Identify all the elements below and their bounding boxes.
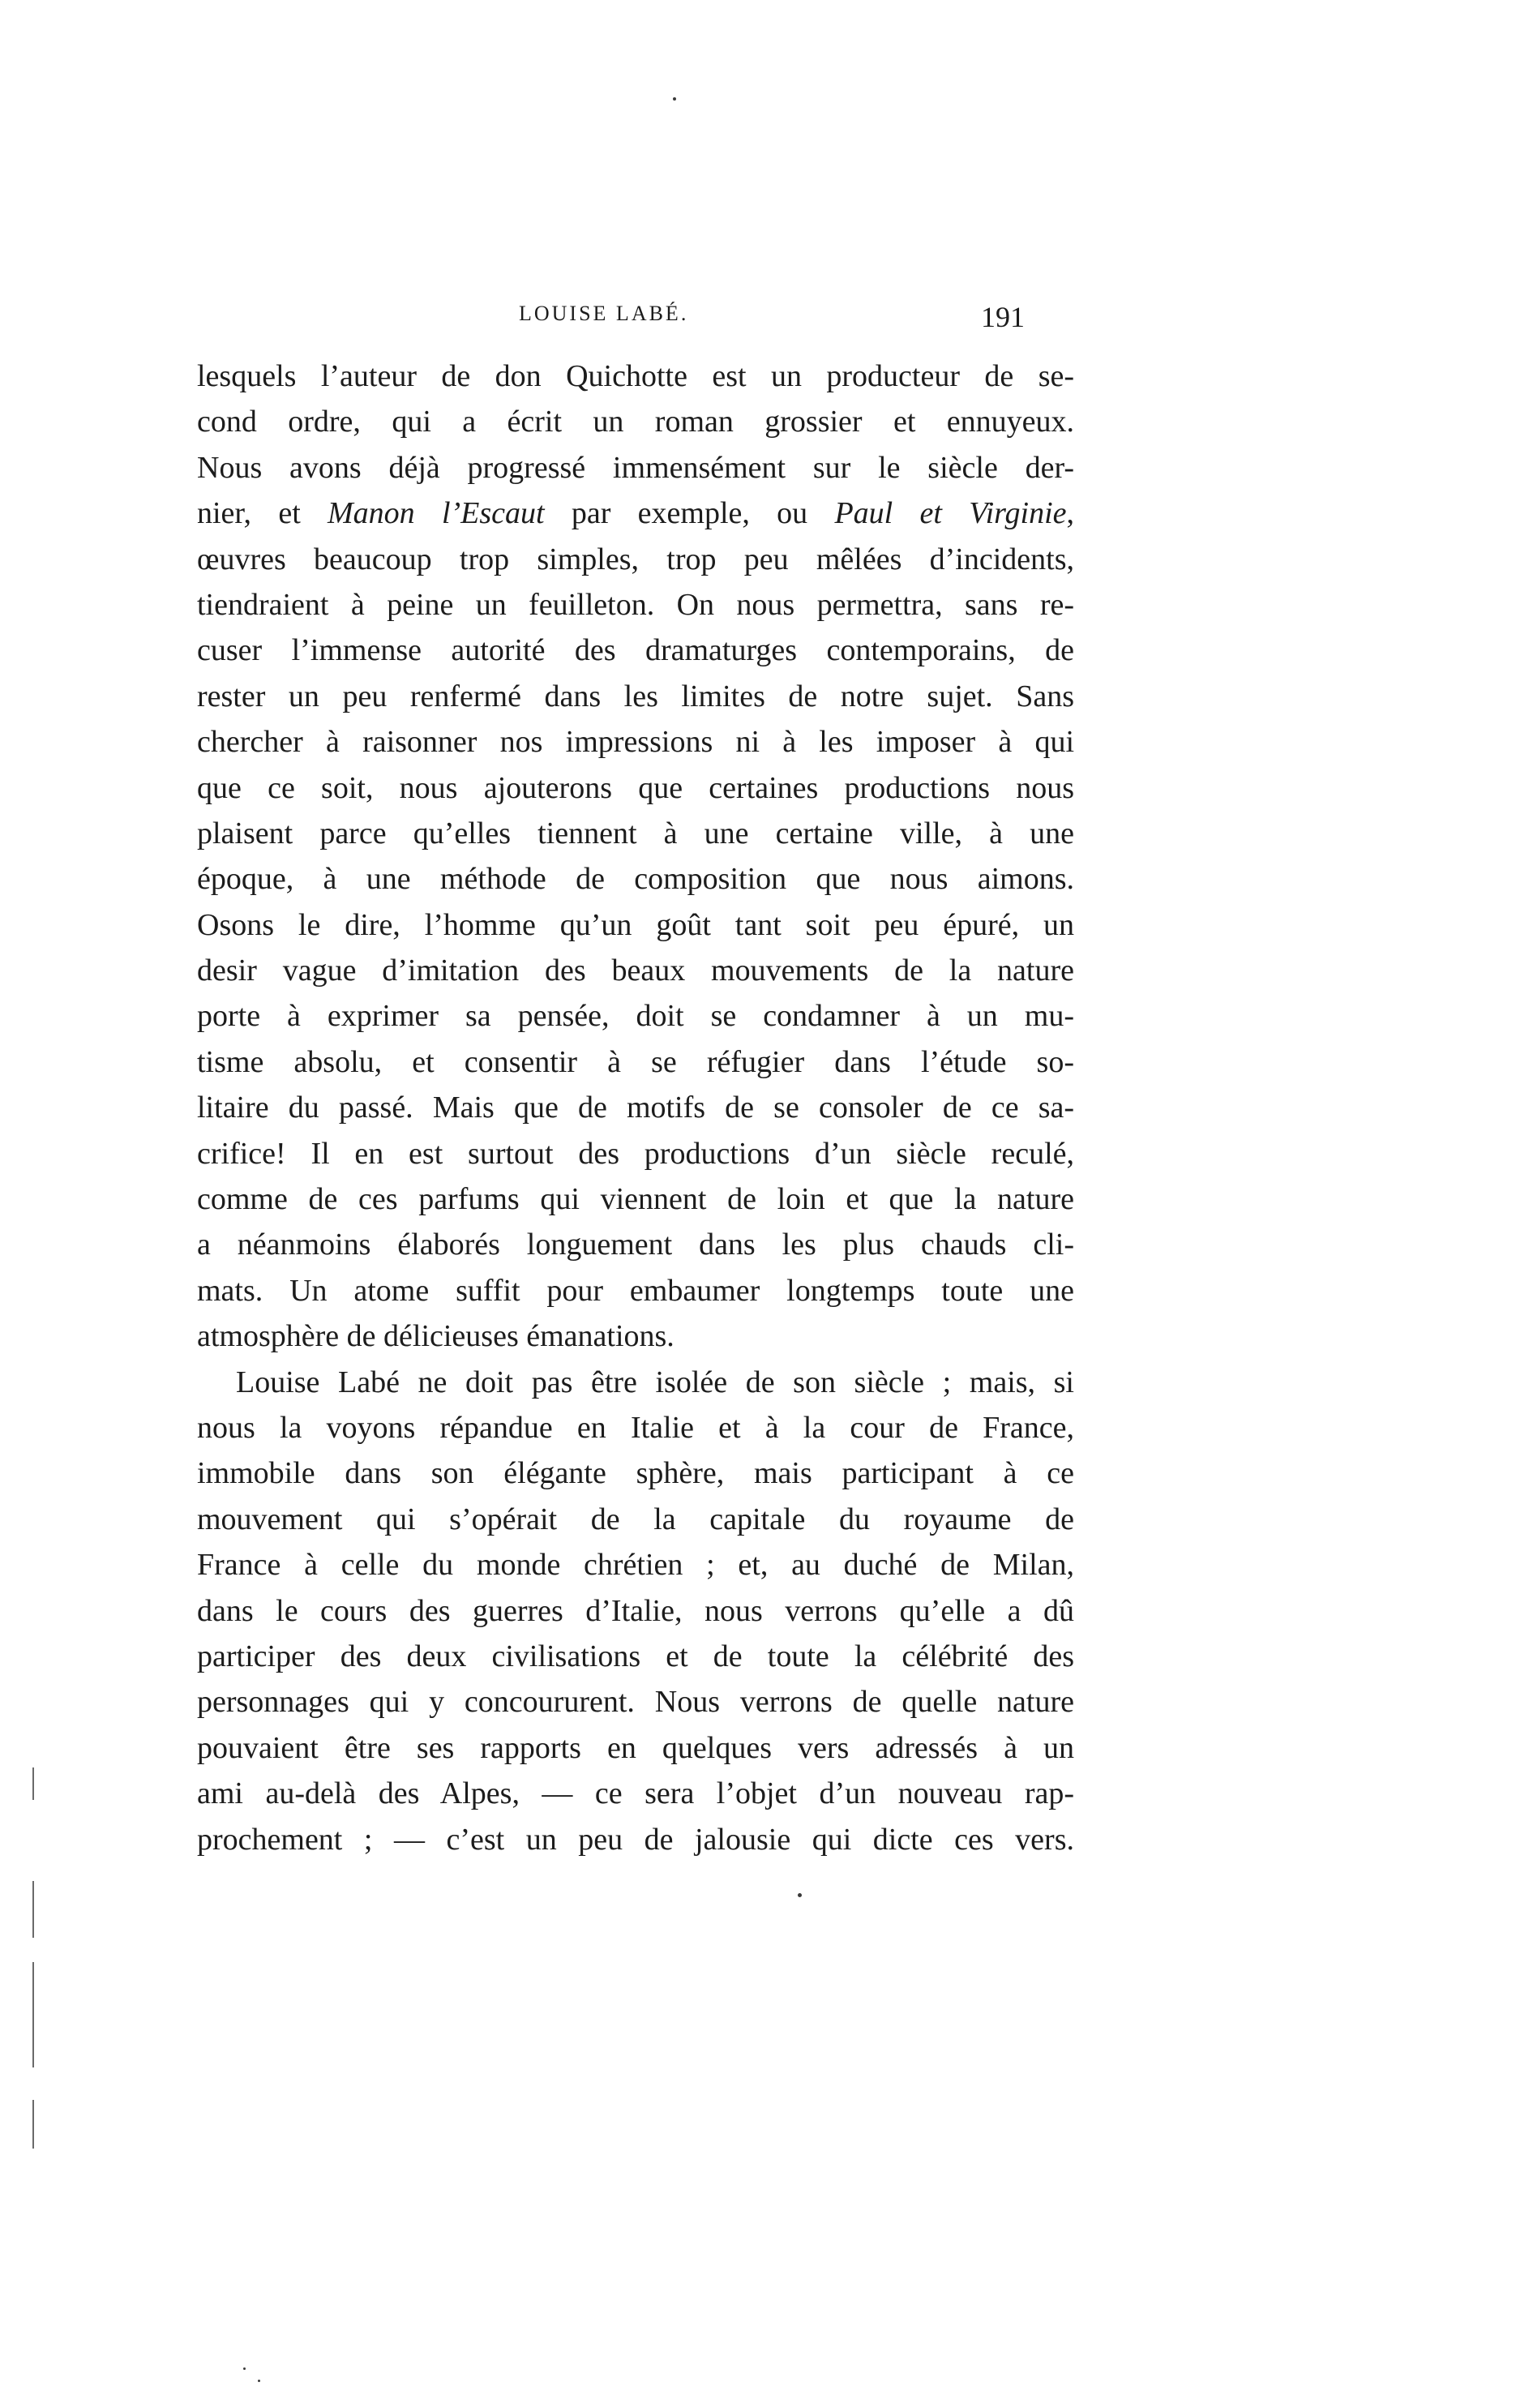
text-line: ami au-delà des Alpes, — ce sera l’objet d’un nouveau rap- — [197, 1776, 1074, 1811]
text-line: nous la voyons répandue en Italie et à la cour de France, — [197, 1410, 1074, 1445]
text-line: cuser l’immense autorité des dramaturges contemporains, de — [197, 633, 1074, 668]
page-number: 191 — [981, 301, 1025, 333]
scan-edge-mark — [32, 1962, 34, 2067]
text-line — [197, 491, 1074, 536]
text-line: rester un peu renfermé dans les limites de notre sujet. Sans — [197, 679, 1074, 713]
text-line: personnages qui y concoururent. Nous verrons de quelle nature — [197, 1685, 1074, 1720]
text-line: tiendraient à peine un feuilleton. On nous permettra, sans re- — [197, 587, 1074, 622]
text-line: France à celle du monde chrétien ; et, au duché de Milan, — [197, 1548, 1074, 1583]
scan-edge-mark — [32, 1767, 34, 1800]
scan-edge-mark — [32, 2100, 34, 2149]
text-line: époque, à une méthode de composition que nous aimons. — [197, 862, 1074, 897]
text-line: crifice! Il en est surtout des productions d’un siècle reculé, — [197, 1136, 1074, 1171]
text-line: Louise Labé ne doit pas être isolée de son siècle ; mais, si — [236, 1365, 1074, 1399]
text-line: plaisent parce qu’elles tiennent à une certaine ville, à une — [197, 816, 1074, 851]
text-line: tisme absolu, et consentir à se réfugier dans l’étude so- — [197, 1044, 1074, 1079]
ink-speck — [243, 2367, 246, 2370]
text-line: litaire du passé. Mais que de motifs de se consoler de ce sa- — [197, 1090, 1074, 1125]
text-line: desir vague d’imitation des beaux mouvements de la nature — [197, 953, 1074, 988]
text-line: œuvres beaucoup trop simples, trop peu mêlées d’incidents, — [197, 542, 1074, 576]
text-line: a néanmoins élaborés longuement dans les plus chauds cli- — [197, 1228, 1074, 1262]
text-line: porte à exprimer sa pensée, doit se condamner à un mu- — [197, 999, 1074, 1034]
text-line: participer des deux civilisations et de toute la célébrité des — [197, 1639, 1074, 1673]
text-line: atmosphère de délicieuses émanations. — [197, 1319, 674, 1354]
ink-speck — [258, 2380, 260, 2382]
italic-title: Paul et Virginie — [834, 496, 1067, 531]
ink-speck — [798, 1893, 802, 1897]
text-line: dans le cours des guerres d’Italie, nous verrons qu’elle a dû — [197, 1593, 1074, 1628]
text-run: , — [1066, 496, 1074, 531]
text-line: chercher à raisonner nos impressions ni à les imposer à qui — [197, 725, 1074, 760]
text-line: cond ordre, qui a écrit un roman grossier et ennuyeux. — [197, 405, 1074, 439]
text-line: mats. Un atome suffit pour embaumer longtemps toute une — [197, 1273, 1074, 1308]
ink-speck — [673, 97, 676, 101]
text-line: immobile dans son élégante sphère, mais participant à ce — [197, 1456, 1074, 1491]
scan-edge-mark — [32, 1881, 34, 1938]
paragraph-1 — [197, 353, 1074, 1360]
text-line: lesquels l’auteur de don Quichotte est un producteur de se- — [197, 359, 1074, 393]
text-line: que ce soit, nous ajouterons que certaines productions nous — [197, 770, 1074, 805]
text-line: prochement ; — c’est un peu de jalousie qui dicte ces vers. — [197, 1822, 1074, 1857]
paragraph-2 — [197, 1360, 1074, 1862]
body-text — [197, 353, 1074, 1862]
text-line: Osons le dire, l’homme qu’un goût tant soit peu épuré, un — [197, 907, 1074, 942]
italic-title: Manon l’Escaut — [328, 496, 545, 531]
text-run: nier, et — [197, 496, 328, 531]
text-run: par exemple, ou — [544, 496, 835, 531]
text-line: mouvement qui s’opérait de la capitale du royaume de — [197, 1502, 1074, 1536]
text-line: pouvaient être ses rapports en quelques vers adressés à un — [197, 1730, 1074, 1765]
text-line: comme de ces parfums qui viennent de loin et que la nature — [197, 1182, 1074, 1217]
running-title: LOUISE LABÉ. — [519, 302, 689, 325]
text-line: Nous avons déjà progressé immensément sur le siècle der- — [197, 450, 1074, 485]
